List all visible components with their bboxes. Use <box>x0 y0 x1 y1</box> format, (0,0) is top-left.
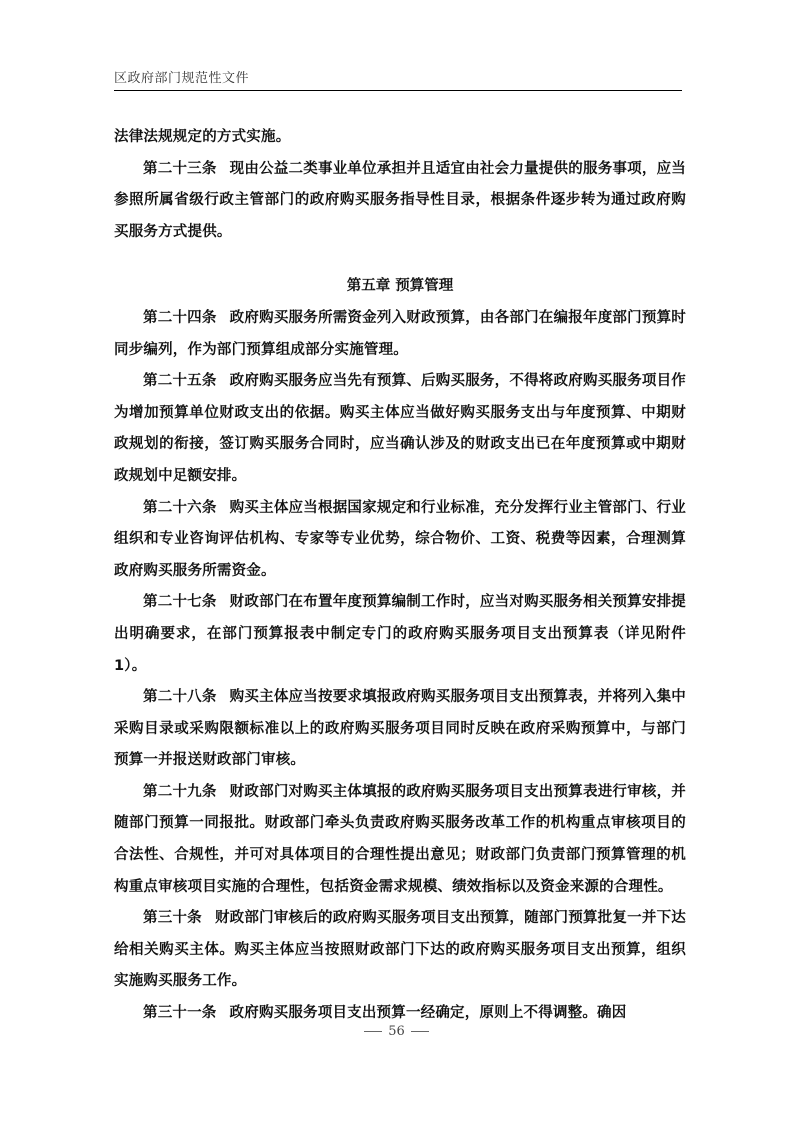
article-label: 第二十九条 <box>143 783 217 800</box>
footer-dash-left <box>364 1031 382 1032</box>
article-paragraph <box>114 682 686 777</box>
article-text: 政府购买服务项目支出预算一经确定，原则上不得调整。确因 <box>229 1005 627 1022</box>
continuation-paragraph: 法律法规规定的方式实施。 <box>114 129 291 145</box>
page-header <box>114 66 682 91</box>
article-label: 第二十六条 <box>143 499 217 516</box>
article-text: 财政部门在布置年度预算编制工作时，应当对购买服务相关预算安排提出明确要求，在部门预算报表中制定专门的政府购买服务项目支出预算表（详见附件1）。 <box>114 594 686 674</box>
article-label: 第二十七条 <box>143 594 217 611</box>
article-label: 第三十一条 <box>143 1005 217 1022</box>
page-footer <box>0 1024 793 1039</box>
article-paragraph <box>114 903 686 998</box>
article-label: 第三十条 <box>143 910 202 927</box>
article-label: 第二十三条 <box>143 160 217 177</box>
article-label: 第二十五条 <box>143 373 217 390</box>
article-text: 财政部门对购买主体填报的政府购买服务项目支出预算表进行审核，并随部门预算一同报批。财政部门牵头负责政府购买服务改革工作的机构重点审核项目的合法性、合规性，并可对具体项目的合理性提出意见；财政部门负责部门预算管理的机构重点审核项目实施的合理性，包括资金需求规模、绩效指标以及资金来源的合理性。 <box>114 783 686 895</box>
article-text: 现由公益二类事业单位承担并且适宜由社会力量提供的服务事项，应当参照所属省级行政主管部门的政府购买服务指导性目录，根据条件逐步转为通过政府购买服务方式提供。 <box>114 160 686 240</box>
chapter-heading: 第五章 预算管理 <box>346 278 454 295</box>
article-text: 购买主体应当按要求填报政府购买服务项目支出预算表，并将列入集中采购目录或采购限额标准以上的政府购买服务项目同时反映在政府采购预算中，与部门预算一并报送财政部门审核。 <box>114 689 686 769</box>
article-paragraph <box>114 587 686 682</box>
article-paragraph <box>114 777 686 903</box>
document-body <box>114 122 686 1030</box>
article-text: 财政部门审核后的政府购买服务项目支出预算，随部门预算批复一并下达给相关购买主体。购买主体应当按照财政部门下达的政府购买服务项目支出预算，组织实施购买服务工作。 <box>114 910 686 990</box>
page-number: 56 <box>388 1024 405 1039</box>
article-text: 政府购买服务所需资金列入财政预算，由各部门在编报年度部门预算时同步编列，作为部门预算组成部分实施管理。 <box>114 309 686 358</box>
article-label: 第二十八条 <box>143 689 217 706</box>
footer-dash-right <box>411 1031 429 1032</box>
article-paragraph <box>114 303 686 366</box>
article-text: 政府购买服务应当先有预算、后购买服务，不得将政府购买服务项目作为增加预算单位财政支出的依据。购买主体应当做好购买服务支出与年度预算、中期财政规划的衔接，签订购买服务合同时，应当确认涉及的财政支出已在年度预算或中期财政规划中足额安排。 <box>114 373 686 484</box>
article-paragraph <box>114 366 686 492</box>
article-label: 第二十四条 <box>143 309 217 326</box>
article-paragraph <box>114 154 686 249</box>
article-paragraph <box>114 493 686 588</box>
article-text: 购买主体应当根据国家规定和行业标准，充分发挥行业主管部门、行业组织和专业咨询评估机构、专家等专业优势，综合物价、工资、税费等因素，合理测算政府购买服务所需资金。 <box>114 499 686 579</box>
header-title: 区政府部门规范性文件 <box>114 71 250 86</box>
